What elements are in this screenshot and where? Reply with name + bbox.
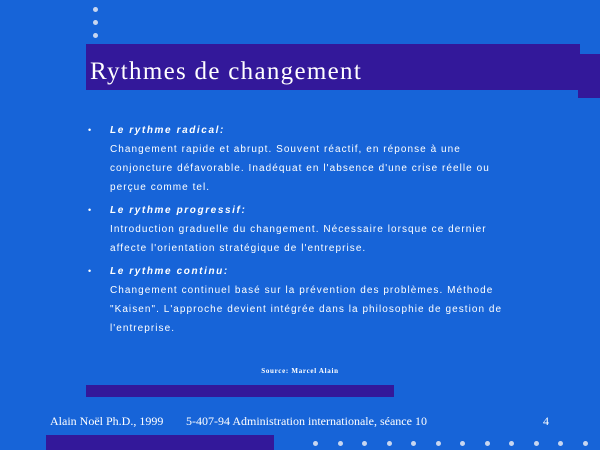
decor-dot	[93, 7, 98, 12]
decor-dot	[93, 20, 98, 25]
bullet-icon: •	[88, 266, 92, 276]
decor-dot	[509, 441, 514, 446]
bullet-item	[88, 121, 518, 197]
decor-dot	[93, 33, 98, 38]
decor-dot	[460, 441, 465, 446]
decor-dot	[313, 441, 318, 446]
bullet-icon: •	[88, 205, 92, 215]
slide-title: Rythmes de changement	[90, 58, 363, 85]
decor-dot	[558, 441, 563, 446]
bullet-text: Introduction graduelle du changement. Nécessaire lorsque ce dernier affecte l'orientation stratégique de l'entreprise.	[110, 224, 487, 254]
bullet-item	[88, 201, 518, 258]
bullet-heading: Le rythme radical:	[110, 125, 225, 136]
decor-dot	[436, 441, 441, 446]
decor-dot	[485, 441, 490, 446]
footer-band-upper	[86, 385, 394, 397]
bullet-text: Changement continuel basé sur la prévention des problèmes. Méthode "Kaisen". L'approche devient intégrée dans la philosophie de gestion de l'entreprise.	[110, 285, 503, 334]
bullet-icon: •	[88, 125, 92, 135]
decor-dot	[362, 441, 367, 446]
bullet-list	[88, 121, 518, 342]
page-number: 4	[543, 414, 549, 428]
bullet-item	[88, 262, 518, 338]
title-band-tail	[578, 54, 600, 98]
decor-dot	[338, 441, 343, 446]
bullet-heading: Le rythme continu:	[110, 266, 229, 277]
footer-author: Alain Noël Ph.D., 1999	[50, 414, 164, 428]
footer-band-lower	[46, 435, 274, 450]
decor-dot	[387, 441, 392, 446]
bullet-heading: Le rythme progressif:	[110, 205, 247, 216]
decor-dot	[534, 441, 539, 446]
decor-dot	[411, 441, 416, 446]
source-caption: Source: Marcel Alain	[261, 367, 339, 375]
footer-course: 5-407-94 Administration internationale, séance 10	[186, 414, 427, 428]
decor-dot	[583, 441, 588, 446]
bullet-text: Changement rapide et abrupt. Souvent réactif, en réponse à une conjoncture défavorable. Inadéquat en l'absence d'une crise réelle ou perçue comme tel.	[110, 144, 490, 193]
